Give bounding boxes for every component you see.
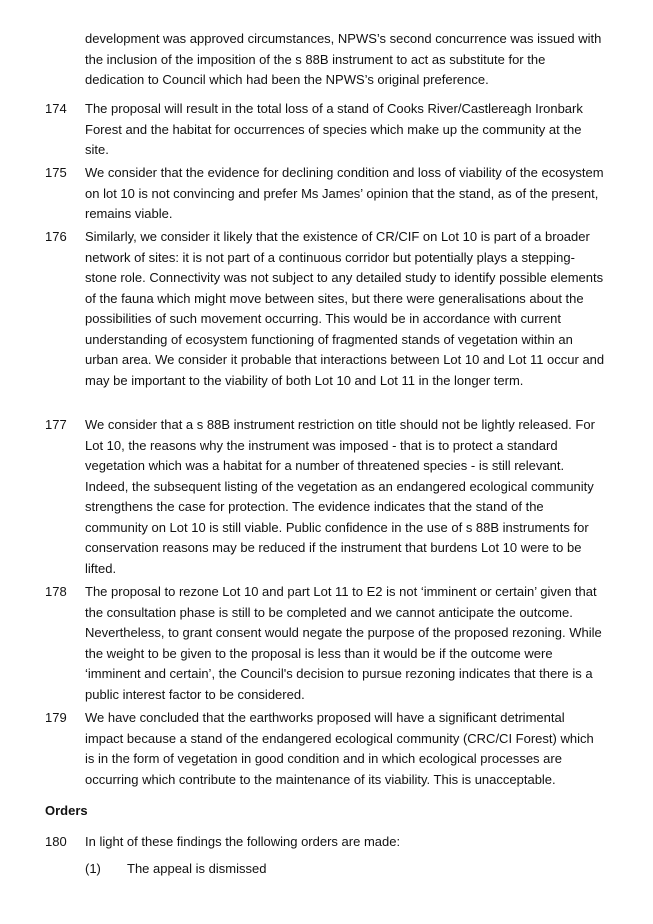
order-text: The appeal is dismissed xyxy=(127,861,267,876)
paragraph-text: We consider that the evidence for declining condition and loss of viability of the ecosystem on lot 10 is not convincing and prefer Ms James’ opinion that the stand, as of the present, remains viable. xyxy=(85,165,604,221)
paragraph-number: 180 xyxy=(45,834,67,849)
paragraph-text: The proposal will result in the total loss of a stand of Cooks River/Castlereagh Ironbark Forest and the habitat for occurrences of species which make up the community at the site. xyxy=(85,101,583,157)
paragraph-text: In light of these findings the following orders are made: xyxy=(85,834,401,849)
paragraph-number: 176 xyxy=(45,229,67,244)
paragraph-number: 174 xyxy=(45,101,67,116)
continued-paragraph-text: development was approved circumstances, NPWS’s second concurrence was issued with the inclusion of the imposition of the s 88B instrument to act as substitute for the dedication to Council which had been the NPWS’s original preference. xyxy=(85,31,602,87)
orders-heading: Orders xyxy=(45,803,88,818)
paragraph-number: 177 xyxy=(45,417,67,432)
paragraph-number: 175 xyxy=(45,165,67,180)
paragraph-text: We consider that a s 88B instrument restriction on title should not be lightly released. For Lot 10, the reasons why the instrument was imposed - that is to protect a standard vegetation which was a habitat for a number of threatened species - is still relevant. Indeed, the subsequent listing of the vegetation as an endangered ecological community strengthens the case for protection. The evidence indicates that the stand of the community on Lot 10 is still viable. Public confidence in the use of s 88B instruments for conservation reasons may be reduced if the instrument that burdens Lot 10 were to be lifted. xyxy=(85,417,595,576)
paragraph-number: 179 xyxy=(45,710,67,725)
paragraph-number: 178 xyxy=(45,584,67,599)
paragraph-text: The proposal to rezone Lot 10 and part Lot 11 to E2 is not ‘imminent or certain’ given that the consultation phase is still to be completed and we cannot anticipate the outcome. Nevertheless, to grant consent would negate the purpose of the proposed rezoning. While the weight to be given to the proposal is less than it would be if the outcome were ‘imminent and certain’, the Council's decision to pursue rezoning indicates that there is a public interest factor to be considered. xyxy=(85,584,602,702)
order-number: (1) xyxy=(85,861,101,876)
paragraph-text: Similarly, we consider it likely that the existence of CR/CIF on Lot 10 is part of a broader network of sites: it is not part of a continuous corridor but potentially plays a stepping-stone role. Connectivity was not subject to any detailed study to identify possible elements of the fauna which might move between sites, but there were generalisations about the possibilities of such movement occurring. This would be in accordance with current understanding of ecosystem functioning of fragmented stands of vegetation within an urban area. We consider it probable that interactions between Lot 10 and Lot 11 occur and may be important to the viability of both Lot 10 and Lot 11 in the longer term. xyxy=(85,229,605,388)
paragraph-text: We have concluded that the earthworks proposed will have a significant detrimental impact because a stand of the endangered ecological community (CRC/CI Forest) which is in the form of vegetation in good condition and in which ecological processes are occurring which contribute to the maintenance of its viability. This is unacceptable. xyxy=(85,710,594,787)
